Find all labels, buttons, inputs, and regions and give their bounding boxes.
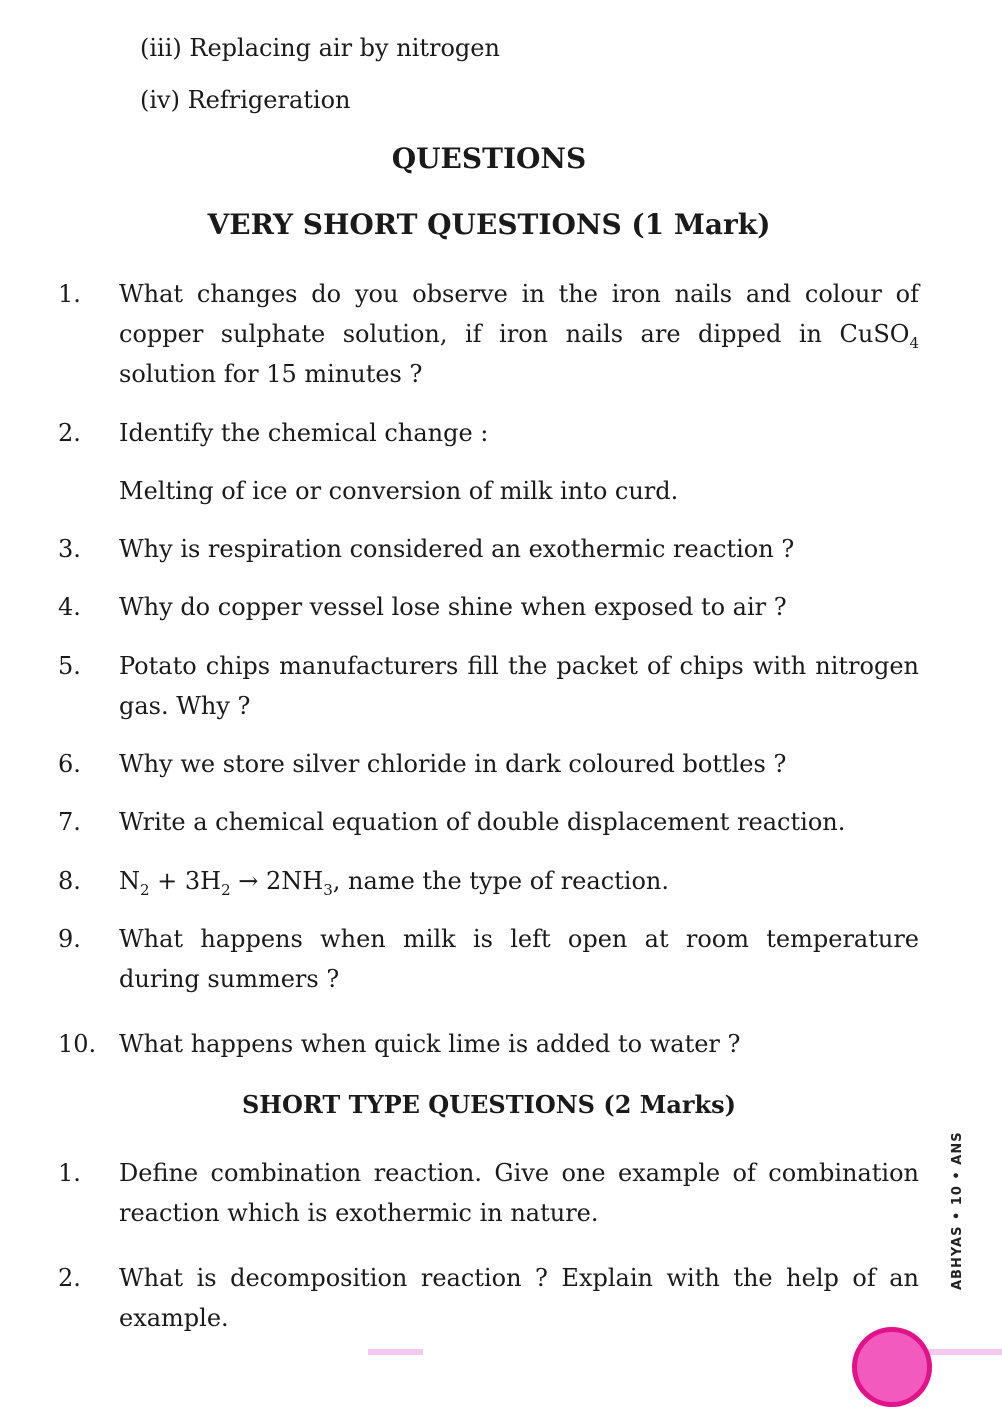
question-text: Why we store silver chloride in dark coloured bottles ?	[119, 750, 787, 778]
question-number: 2.	[58, 419, 81, 447]
section-heading-short-type: SHORT TYPE QUESTIONS (2 Marks)	[241, 1090, 737, 1119]
question-text: What happens when milk is left open at room temperature during summers ?	[119, 925, 919, 993]
side-label: ABHYAS • 10 • ANS	[950, 1131, 965, 1290]
section-heading-very-short: VERY SHORT QUESTIONS (1 Mark)	[207, 208, 771, 241]
question-subtext: Melting of ice or conversion of milk into curd.	[119, 477, 679, 505]
question-text: Why do copper vessel lose shine when exposed to air ?	[119, 593, 787, 621]
question-text: $N_2 + 3H_2 \to 2NH_3$, name the type of reaction.	[119, 867, 669, 899]
question-text: What happens when quick lime is added to water ?	[119, 1030, 741, 1058]
decorative-bar	[368, 1349, 423, 1355]
question-number: 4.	[58, 593, 81, 621]
list-item-iii: (iii) Replacing air by nitrogen	[140, 34, 500, 62]
question-text: Write a chemical equation of double displacement reaction.	[119, 808, 846, 836]
question-text: Potato chips manufacturers fill the packet of chips with nitrogen gas. Why ?	[119, 652, 919, 720]
list-item-iv: (iv) Refrigeration	[140, 86, 351, 114]
question-text: Why is respiration considered an exothermic reaction ?	[119, 535, 795, 563]
question-text: Identify the chemical change :	[119, 419, 489, 447]
page-title: QUESTIONS	[391, 142, 587, 175]
question-number: 8.	[58, 867, 81, 895]
question-number: 5.	[58, 652, 81, 680]
question-number: 2.	[58, 1264, 81, 1292]
question-number: 10.	[58, 1030, 97, 1058]
question-number: 7.	[58, 808, 81, 836]
question-text: Define combination reaction. Give one example of combination reaction which is exothermic in nature.	[119, 1159, 919, 1227]
question-number: 9.	[58, 925, 81, 953]
question-text: What changes do you observe in the iron nails and colour of copper sulphate solution, if iron nails are dipped in CuSO$_4$ solution for 15 minutes ?	[119, 280, 919, 388]
question-number: 1.	[58, 1159, 81, 1187]
question-number: 1.	[58, 280, 81, 308]
question-number: 3.	[58, 535, 81, 563]
question-number: 6.	[58, 750, 81, 778]
decorative-circle-icon	[852, 1327, 932, 1407]
question-text: What is decomposition reaction ? Explain with the help of an example.	[119, 1264, 919, 1332]
